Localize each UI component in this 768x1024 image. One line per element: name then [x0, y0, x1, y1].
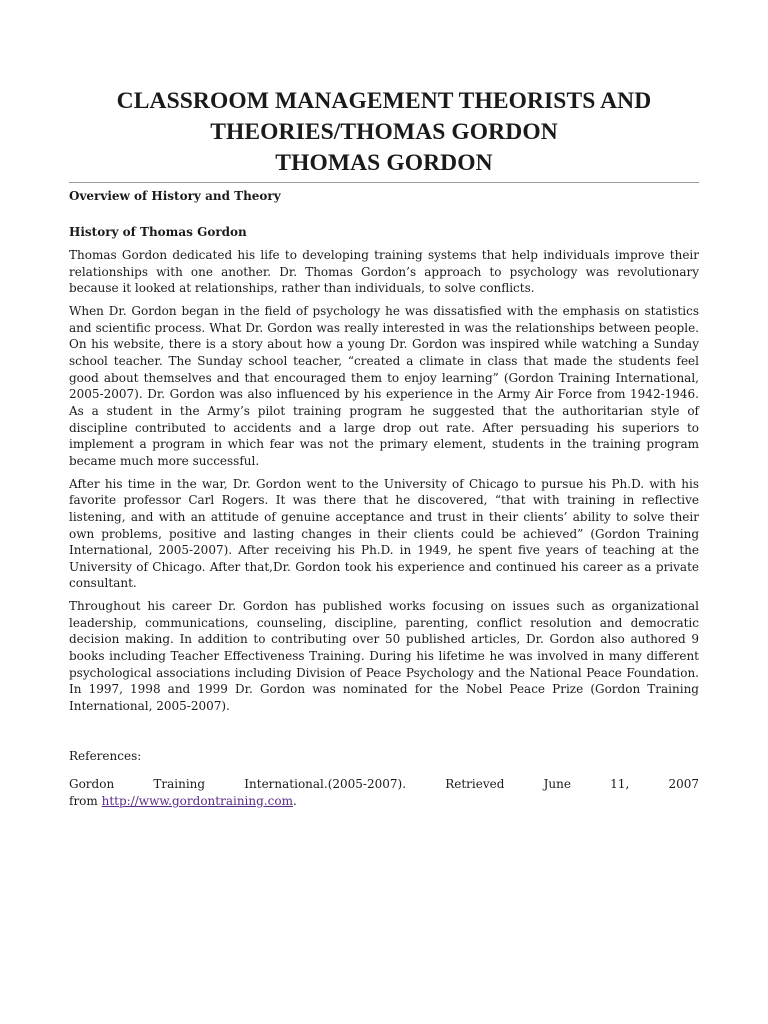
- reference-word: Training: [153, 776, 206, 791]
- document-body: [69, 86, 699, 810]
- reference-word: Gordon: [69, 776, 115, 791]
- reference-line-1: [69, 776, 699, 793]
- title-divider: [69, 182, 699, 183]
- paragraph-2: When Dr. Gordon began in the field of psychology he was dissatisfied with the emphasis on statistics and scientific process. What Dr. Gordon was really interested in was the relationships between people. On his website, there is a story about how a young Dr. Gordon was inspired while watching a Sunday school teacher. The Sunday school teacher, “created a climate in class that made the students feel good about themselves and that encouraged them to enjoy learning” (Gordon Training International, 2005-2007). Dr. Gordon was also influenced by his experience in the Army Air Force from 1942-1946. As a student in the Army’s pilot training program he suggested that the authoritarian style of discipline contributed to accidents and a large drop out rate. After persuading his superiors to implement a program in which fear was not the primary element, students in the training program became much more successful.: [69, 303, 699, 468]
- references-label: References:: [69, 748, 142, 763]
- title-line-1: CLASSROOM MANAGEMENT THEORISTS AND: [116, 88, 652, 114]
- document-title: [69, 86, 699, 179]
- title-line-3: THOMAS GORDON: [275, 150, 493, 176]
- reference-word: International.(2005-2007).: [244, 776, 407, 791]
- reference-link[interactable]: http://www.gordontraining.com: [101, 793, 293, 808]
- reference-word: June: [543, 776, 571, 791]
- paragraph-1: Thomas Gordon dedicated his life to developing training systems that help individuals improve their relationships with one another. Dr. Thomas Gordon’s approach to psychology was revolutionary because it looked at relationships, rather than individuals, to solve conflicts.: [69, 248, 699, 296]
- reference-word: 11,: [610, 776, 630, 791]
- reference-word: Retrieved: [445, 776, 505, 791]
- reference-line-2: [69, 793, 699, 810]
- history-heading: History of Thomas Gordon: [69, 225, 247, 239]
- reference-entry: [69, 776, 699, 810]
- reference-period: .: [292, 793, 297, 808]
- reference-word: 2007: [668, 776, 699, 791]
- overview-heading: Overview of History and Theory: [69, 189, 281, 203]
- paragraph-4: Throughout his career Dr. Gordon has published works focusing on issues such as organizational leadership, communications, counseling, discipline, parenting, conflict resolution and democratic decision making. In addition to contributing over 50 published articles, Dr. Gordon also authored 9 books including Teacher Effectiveness Training. During his lifetime he was involved in many different psychological associations including Division of Peace Psychology and the National Peace Foundation. In 1997, 1998 and 1999 Dr. Gordon was nominated for the Nobel Peace Prize (Gordon Training International, 2005-2007).: [69, 599, 699, 714]
- reference-from: from: [69, 793, 102, 808]
- title-line-2: THEORIES/THOMAS GORDON: [210, 119, 558, 145]
- paragraph-3: After his time in the war, Dr. Gordon went to the University of Chicago to pursue his Ph.D. with his favorite professor Carl Rogers. It was there that he discovered, “that with training in reflective listening, and with an attitude of genuine acceptance and trust in their clients’ ability to solve their own problems, positive and lasting changes in their clients could be achieved” (Gordon Training International, 2005-2007). After receiving his Ph.D. in 1949, he spent five years of teaching at the University of Chicago. After that,Dr. Gordon took his experience and continued his career as a private consultant.: [69, 476, 699, 591]
